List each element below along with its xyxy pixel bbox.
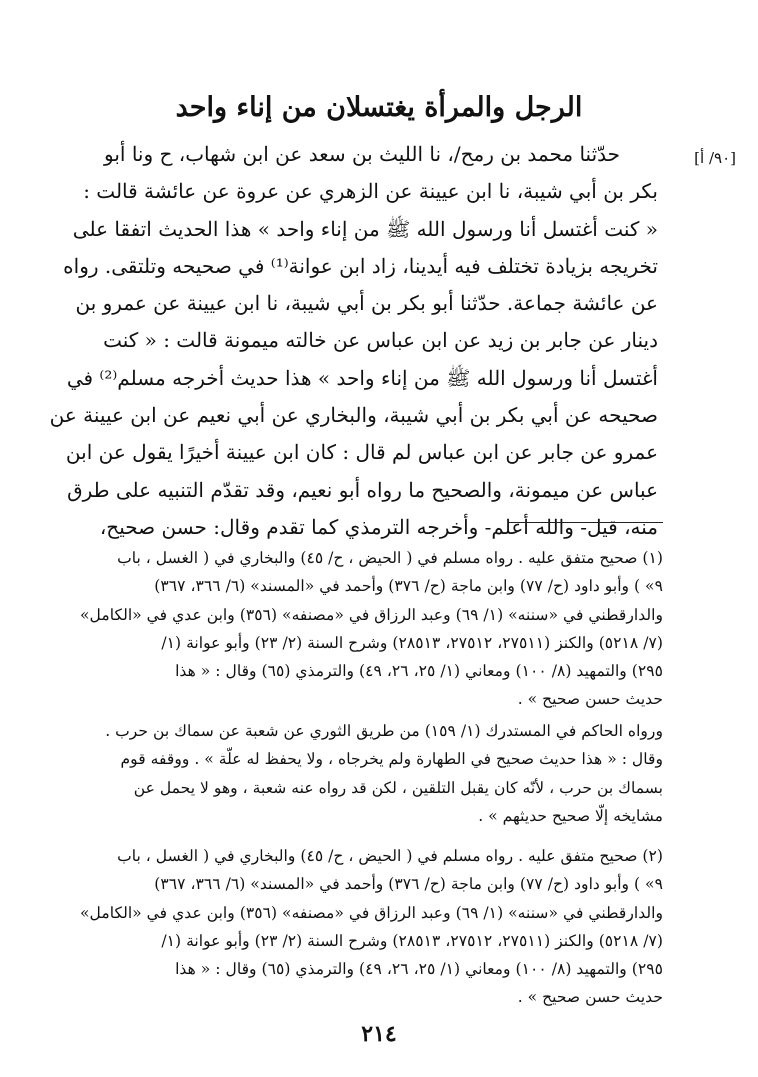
footnote-line: (٧/ ٥٢١٨) والكنز (٢٧٥١١، ٢٧٥١٢، ٢٨٥١٣) وشرح السنة (٢/ ٢٣) وأبو عوانة (١/	[161, 633, 663, 652]
body-line: صحيحه عن أبي بكر بن أبي شيبة، والبخاري عن أبي نعيم عن ابن عيينة عن	[49, 403, 658, 428]
footnote-line: حديث حسن صحيح » .	[517, 988, 663, 1007]
body-line: عباس عن ميمونة، والصحيح ما رواه أبو نعيم، وقد تقدّم التنبيه على طرق	[67, 477, 658, 502]
footnote-line: ٩» ) وأبو داود (ح/ ٧٧) وابن ماجة (ح/ ٣٧٦) وأحمد في «المسند» (٦/ ٣٦٦، ٣٦٧)	[154, 875, 663, 894]
footnote-1	[74, 544, 663, 714]
footnote-line: والدارقطني في «سننه» (١/ ٦٩) وعبد الرزاق في «مصنفه» (٣٥٦) وابن عدي في «الكامل»	[80, 605, 663, 624]
footnote-line: والدارقطني في «سننه» (١/ ٦٩) وعبد الرزاق في «مصنفه» (٣٥٦) وابن عدي في «الكامل»	[80, 903, 663, 922]
footnote-line: ٢٩٥) والتمهيد (٨/ ١٠٠) ومعاني (١/ ٢٥، ٢٦، ٤٩) والترمذي (٦٥) وقال : « هذا	[175, 662, 663, 681]
footnote-line: (٢) صحيح متفق عليه . رواه مسلم في ( الحيض ، ح/ ٤٥) والبخاري في ( الغسل ، باب	[117, 847, 663, 865]
body-line: منه، قيل- والله أعلم- وأخرجه الترمذي كما تقدم وقال: حسن صحيح،	[99, 514, 658, 539]
body-line: عن عائشة جماعة. حدّثنا أبو بكر بن أبي شيبة، نا ابن عيينة عن عمرو بن	[75, 291, 658, 316]
body-line	[76, 136, 658, 173]
footnote-line: حديث حسن صحيح » .	[517, 690, 663, 709]
chapter-title: الرجل والمرأة يغتسلان من إناء واحد	[175, 92, 583, 124]
main-text-block	[49, 136, 658, 546]
footnote-line: (٧/ ٥٢١٨) والكنز (٢٧٥١١، ٢٧٥١٢، ٢٨٥١٣) وشرح السنة (٢/ ٢٣) وأبو عوانة (١/	[161, 931, 663, 950]
footnote-line: (١) صحيح متفق عليه . رواه مسلم في ( الحيض ، ح/ ٤٥) والبخاري في ( الغسل ، باب	[117, 549, 663, 567]
manuscript-folio-reference: [٩٠/ أ]	[694, 149, 736, 167]
footnote-line: مشايخه إلّا صحيح حديثهم » .	[478, 806, 663, 825]
body-line: تخريجه بزيادة تختلف فيه أيدينا، زاد ابن عوانة⁽¹⁾ في صحيحه وتلتقى. رواه	[63, 253, 658, 278]
body-line: عمرو عن جابر عن ابن عباس لم قال : كان ابن عيينة أخيرًا يقول عن ابن	[65, 440, 658, 465]
footnote-line: وقال : « هذا حديث صحيح في الطهارة ولم يخرجاه ، ولا يحفظ له علّة » . ووقفه قوم	[120, 750, 663, 769]
footnote-separator	[508, 522, 663, 523]
body-line: « كنت أغتسل أنا ورسول الله ﷺ من إناء واحد » هذا الحديث اتفقا على	[72, 216, 658, 241]
page-number: ٢١٤	[361, 1021, 397, 1047]
body-line: بكر بن أبي شيبة، نا ابن عيينة عن الزهري عن عروة عن عائشة قالت :	[83, 179, 658, 204]
footnote-line: ٢٩٥) والتمهيد (٨/ ١٠٠) ومعاني (١/ ٢٥، ٢٦، ٤٩) والترمذي (٦٥) وقال : « هذا	[175, 960, 663, 979]
footnote-line: بسماك بن حرب ، لأنّه كان يقبل التلقين ، لكن قد رواه عنه شعبة ، وهو لا يحمل عن	[133, 778, 663, 797]
body-line: أغتسل أنا ورسول الله ﷺ من إناء واحد » هذا حديث أخرجه مسلم⁽²⁾ في	[66, 365, 658, 390]
footnote-line: ورواه الحاكم في المستدرك (١/ ١٥٩) من طريق الثوري عن شعبة عن سماك بن حرب .	[105, 722, 663, 740]
footnote-2	[74, 842, 663, 1012]
footnote-line: ٩» ) وأبو داود (ح/ ٧٧) وابن ماجة (ح/ ٣٧٦) وأحمد في «المسند» (٦/ ٣٦٦، ٣٦٧)	[154, 577, 663, 596]
body-line: دينار عن جابر بن زيد عن ابن عباس عن خالته ميمونة قالت : « كنت	[103, 328, 658, 353]
body-line-text: حدّثنا محمد بن رمح/، نا الليث بن سعد عن ابن شهاب، ح ونا أبو	[104, 142, 620, 166]
footnote-1-continuation	[74, 717, 663, 830]
